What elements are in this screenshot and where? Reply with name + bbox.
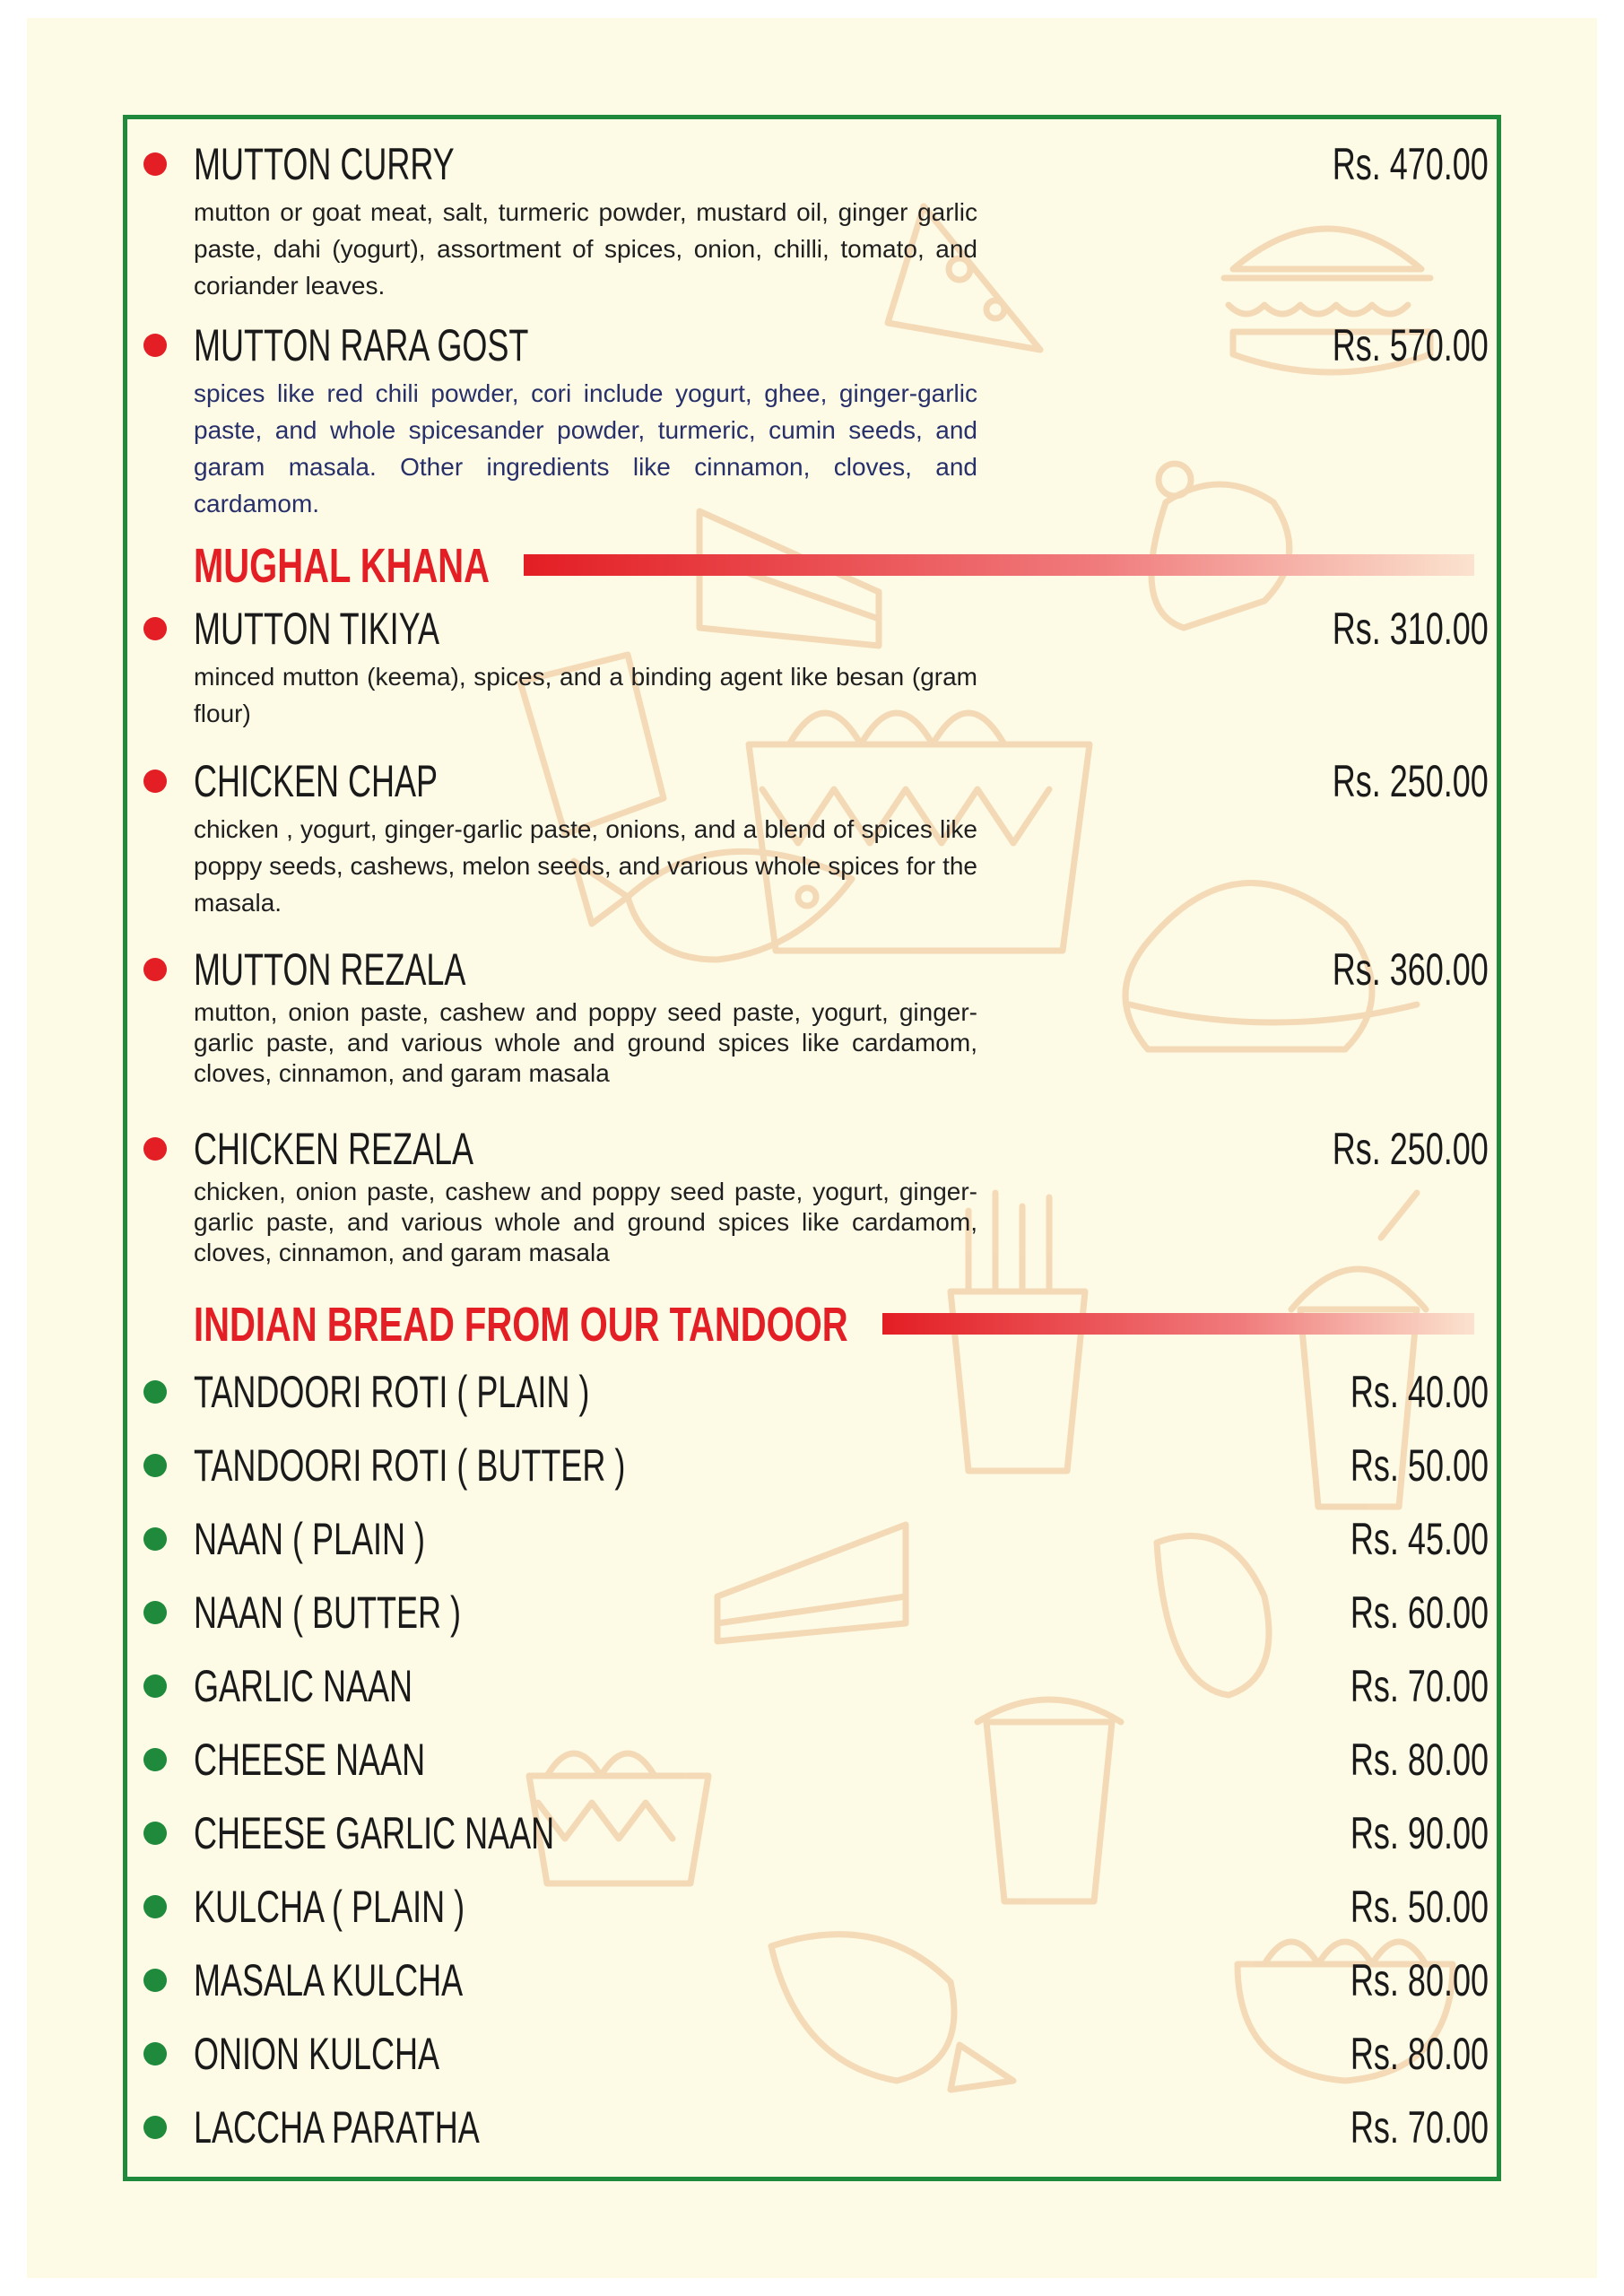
bullet-icon — [143, 1822, 167, 1845]
item-price: Rs. 60.00 — [1350, 1587, 1489, 1638]
bullet-icon — [143, 1969, 167, 1992]
item-price: Rs. 470.00 — [1332, 139, 1489, 189]
bullet-icon — [143, 334, 167, 357]
item-name: ONION KULCHA — [194, 2029, 440, 2079]
item-description: chicken , yogurt, ginger-garlic paste, onions, and a blend of spices like poppy seeds, cashews, melon seeds, and various whole spices for the masala. — [194, 815, 977, 917]
item-price: Rs. 310.00 — [1332, 604, 1489, 654]
item-name: MUTTON CURRY — [194, 139, 455, 189]
item-name: TANDOORI ROTI ( BUTTER ) — [194, 1440, 626, 1491]
bullet-icon — [143, 617, 167, 640]
item-name: LACCHA PARATHA — [194, 2102, 480, 2152]
item-name: MASALA KULCHA — [194, 1955, 464, 2005]
item-price: Rs. 80.00 — [1350, 1955, 1489, 2005]
item-description: mutton, onion paste, cashew and poppy seed paste, yogurt, ginger-garlic paste, and various whole and ground spices like cardamom, cloves, cinnamon, and garam masala — [194, 998, 977, 1087]
item-price: Rs. 70.00 — [1350, 2102, 1489, 2152]
bullet-icon — [143, 1380, 167, 1404]
item-description: chicken, onion paste, cashew and poppy seed paste, yogurt, ginger-garlic paste, and various whole and ground spices like cardamom, cloves, cinnamon, and garam masala — [194, 1178, 977, 1266]
bullet-icon — [143, 1527, 167, 1551]
section-title: INDIAN BREAD FROM OUR TANDOOR — [194, 1298, 848, 1352]
item-price: Rs. 250.00 — [1332, 1124, 1489, 1174]
item-description: mutton or goat meat, salt, turmeric powder, mustard oil, ginger garlic paste, dahi (yogurt), assortment of spices, onion, chilli, tomato, and coriander leaves. — [194, 198, 977, 300]
bullet-icon — [143, 1748, 167, 1771]
bullet-icon — [143, 2042, 167, 2066]
section-divider — [524, 554, 1474, 576]
bullet-icon — [143, 1454, 167, 1477]
item-price: Rs. 45.00 — [1350, 1514, 1489, 1564]
section-title: MUGHAL KHANA — [194, 539, 491, 593]
item-name: MUTTON REZALA — [194, 944, 466, 995]
bullet-icon — [143, 1674, 167, 1698]
item-name: CHEESE GARLIC NAAN — [194, 1808, 555, 1858]
item-name: GARLIC NAAN — [194, 1661, 413, 1711]
bullet-icon — [143, 1137, 167, 1161]
item-price: Rs. 80.00 — [1350, 2029, 1489, 2079]
item-name: NAAN ( BUTTER ) — [194, 1587, 462, 1638]
item-name: KULCHA ( PLAIN ) — [194, 1882, 465, 1932]
item-price: Rs. 50.00 — [1350, 1882, 1489, 1932]
item-price: Rs. 50.00 — [1350, 1440, 1489, 1491]
item-price: Rs. 570.00 — [1332, 320, 1489, 370]
bullet-icon — [143, 1895, 167, 1918]
bullet-icon — [143, 2116, 167, 2139]
item-price: Rs. 360.00 — [1332, 944, 1489, 995]
item-name: CHICKEN REZALA — [194, 1124, 474, 1174]
item-name: NAAN ( PLAIN ) — [194, 1514, 426, 1564]
item-name: CHEESE NAAN — [194, 1735, 426, 1785]
item-name: MUTTON TIKIYA — [194, 604, 440, 654]
item-price: Rs. 70.00 — [1350, 1661, 1489, 1711]
item-price: Rs. 80.00 — [1350, 1735, 1489, 1785]
item-description: minced mutton (keema), spices, and a binding agent like besan (gram flour) — [194, 663, 977, 727]
item-price: Rs. 250.00 — [1332, 756, 1489, 806]
item-name: TANDOORI ROTI ( PLAIN ) — [194, 1367, 590, 1417]
bullet-icon — [143, 152, 167, 176]
bullet-icon — [143, 1601, 167, 1624]
section-divider — [882, 1313, 1474, 1335]
bullet-icon — [143, 770, 167, 793]
item-price: Rs. 90.00 — [1350, 1808, 1489, 1858]
item-description: spices like red chili powder, cori include yogurt, ghee, ginger-garlic paste, and whole spicesander powder, turmeric, cumin seeds, and garam masala. Other ingredients like cinnamon, cloves, and cardamom. — [194, 379, 977, 517]
item-name: CHICKEN CHAP — [194, 756, 439, 806]
item-price: Rs. 40.00 — [1350, 1367, 1489, 1417]
item-name: MUTTON RARA GOST — [194, 320, 529, 370]
bullet-icon — [143, 958, 167, 981]
